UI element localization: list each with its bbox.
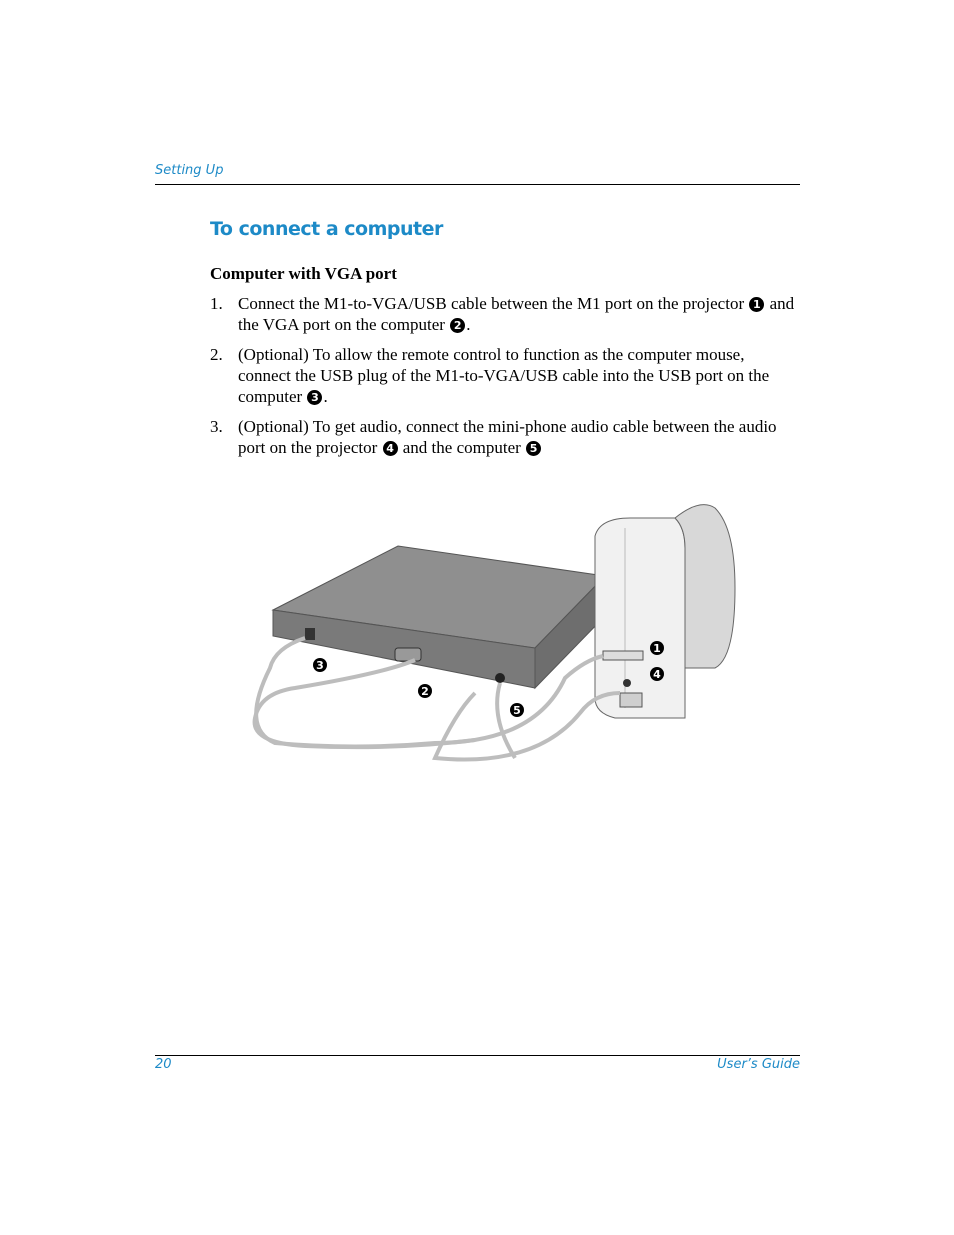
running-header: Setting Up xyxy=(155,163,224,178)
steps-list xyxy=(210,294,800,468)
step-text: port on the projector xyxy=(238,438,378,457)
section-title: To connect a computer xyxy=(210,218,443,240)
header-rule xyxy=(155,184,800,185)
figure-callout-1: 1 xyxy=(653,642,661,655)
footer-rule xyxy=(155,1055,800,1056)
projector-illustration xyxy=(595,505,735,718)
step-text: the VGA port on the computer xyxy=(238,315,445,334)
callout-2: 2 xyxy=(450,318,465,333)
step-3 xyxy=(210,417,800,459)
connection-diagram xyxy=(235,488,745,773)
callout-4: 4 xyxy=(383,441,398,456)
step-number: 3. xyxy=(210,417,223,436)
step-1 xyxy=(210,294,800,336)
step-text: and the computer xyxy=(402,438,521,457)
step-2 xyxy=(210,345,800,408)
document-title: User’s Guide xyxy=(717,1057,800,1072)
step-text: . xyxy=(323,387,328,406)
callout-1: 1 xyxy=(749,297,764,312)
step-text: (Optional) To get audio, connect the mini-phone audio cable between the audio xyxy=(238,417,777,436)
page-number: 20 xyxy=(155,1057,172,1072)
callout-5: 5 xyxy=(526,441,541,456)
step-text: (Optional) To allow the remote control to function as the computer mouse, xyxy=(238,345,745,364)
step-text: and xyxy=(769,294,795,313)
figure-callout-2: 2 xyxy=(421,685,429,698)
step-text: . xyxy=(466,315,471,334)
step-text: connect the USB plug of the M1-to-VGA/USB cable into the USB port on the xyxy=(238,366,770,385)
step-text: Connect the M1-to-VGA/USB cable between the M1 port on the projector xyxy=(238,294,745,313)
figure-callout-4: 4 xyxy=(653,668,661,681)
step-number: 2. xyxy=(210,345,223,364)
step-text: computer xyxy=(238,387,303,406)
step-number: 1. xyxy=(210,294,223,313)
subheading: Computer with VGA port xyxy=(210,264,397,283)
figure-callout-5: 5 xyxy=(513,704,521,717)
figure-callout-3: 3 xyxy=(316,659,324,672)
callout-3: 3 xyxy=(307,390,322,405)
